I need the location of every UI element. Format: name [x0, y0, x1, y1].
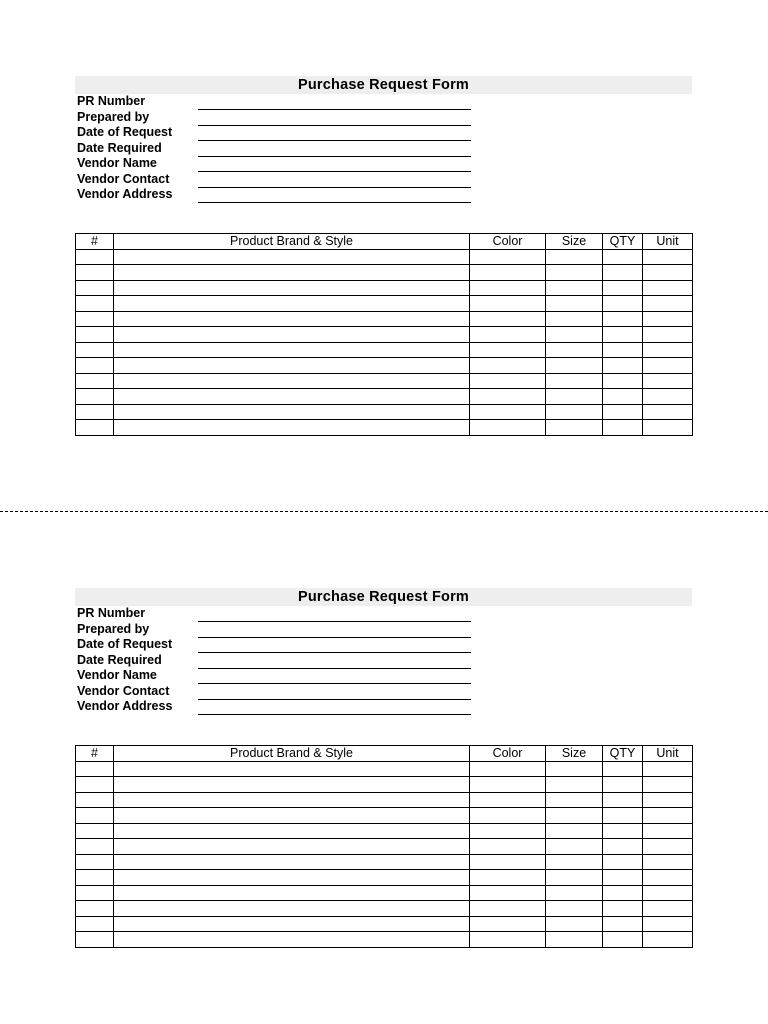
cell-number[interactable]: [76, 358, 114, 374]
cell-product[interactable]: [114, 249, 470, 265]
cell-unit[interactable]: [643, 916, 693, 932]
table-row: [76, 311, 693, 327]
cell-product[interactable]: [114, 839, 470, 855]
vendor-name-label: Vendor Name: [77, 156, 157, 170]
cell-product[interactable]: [114, 311, 470, 327]
cell-qty[interactable]: [603, 420, 643, 436]
col-header-number: #: [76, 234, 114, 250]
cell-qty[interactable]: [603, 296, 643, 312]
table-row: [76, 839, 693, 855]
cell-unit[interactable]: [643, 777, 693, 793]
cell-size[interactable]: [546, 296, 603, 312]
date-required-label: Date Required: [77, 652, 162, 667]
cell-size[interactable]: [546, 404, 603, 420]
pr-number-field[interactable]: [77, 94, 471, 109]
cell-unit[interactable]: [643, 823, 693, 839]
cell-number[interactable]: [76, 373, 114, 389]
cell-qty[interactable]: [603, 761, 643, 777]
table-row: [76, 373, 693, 389]
cell-size[interactable]: [546, 808, 603, 824]
cell-product[interactable]: [114, 916, 470, 932]
table-row: [76, 389, 693, 405]
table-row: [76, 901, 693, 917]
cell-product[interactable]: [114, 792, 470, 808]
cell-unit[interactable]: [643, 901, 693, 917]
col-header-qty: QTY: [603, 234, 643, 250]
cell-number[interactable]: [76, 870, 114, 886]
items-table: [75, 745, 693, 948]
pr-number-field[interactable]: [77, 606, 471, 621]
cell-number[interactable]: [76, 916, 114, 932]
cell-qty[interactable]: [603, 311, 643, 327]
date-required-field[interactable]: [77, 653, 471, 668]
vendor-address-field[interactable]: [77, 187, 471, 202]
cell-qty[interactable]: [603, 265, 643, 281]
vendor-name-field[interactable]: [77, 668, 471, 683]
vendor-name-label: Vendor Name: [77, 668, 157, 682]
form-fields: [75, 94, 692, 214]
form-title-bar: [75, 588, 692, 606]
cell-unit[interactable]: [643, 265, 693, 281]
table-row: [76, 916, 693, 932]
cell-size[interactable]: [546, 342, 603, 358]
cell-color[interactable]: [470, 296, 546, 312]
table-row: [76, 808, 693, 824]
table-row: [76, 404, 693, 420]
form-fields: [75, 606, 692, 726]
vendor-contact-label: Vendor Contact: [77, 171, 170, 186]
form-title-bar: [75, 76, 692, 94]
vendor-address-line[interactable]: [198, 714, 471, 715]
cell-color[interactable]: [470, 792, 546, 808]
col-header-size: Size: [546, 234, 603, 250]
cell-qty[interactable]: [603, 870, 643, 886]
cell-color[interactable]: [470, 808, 546, 824]
cell-size[interactable]: [546, 373, 603, 389]
cell-color[interactable]: [470, 389, 546, 405]
cell-number[interactable]: [76, 777, 114, 793]
prepared-by-label: Prepared by: [77, 109, 150, 124]
cut-line-separator: [0, 511, 768, 512]
cell-number[interactable]: [76, 420, 114, 436]
cell-unit[interactable]: [643, 792, 693, 808]
cell-product[interactable]: [114, 389, 470, 405]
cell-number[interactable]: [76, 932, 114, 948]
cell-color[interactable]: [470, 901, 546, 917]
cell-product[interactable]: [114, 761, 470, 777]
table-row: [76, 792, 693, 808]
cell-unit[interactable]: [643, 420, 693, 436]
cell-size[interactable]: [546, 777, 603, 793]
cell-unit[interactable]: [643, 249, 693, 265]
prepared-by-field[interactable]: [77, 622, 471, 637]
cell-product[interactable]: [114, 823, 470, 839]
cell-number[interactable]: [76, 808, 114, 824]
cell-color[interactable]: [470, 777, 546, 793]
table-row: [76, 296, 693, 312]
cell-number[interactable]: [76, 854, 114, 870]
table-row: [76, 420, 693, 436]
cell-qty[interactable]: [603, 932, 643, 948]
vendor-name-field[interactable]: [77, 156, 471, 171]
cell-color[interactable]: [470, 870, 546, 886]
cell-unit[interactable]: [643, 870, 693, 886]
cell-color[interactable]: [470, 823, 546, 839]
cell-color[interactable]: [470, 839, 546, 855]
cell-product[interactable]: [114, 327, 470, 343]
cell-unit[interactable]: [643, 296, 693, 312]
cell-number[interactable]: [76, 901, 114, 917]
cell-size[interactable]: [546, 761, 603, 777]
cell-color[interactable]: [470, 916, 546, 932]
table-row: [76, 854, 693, 870]
cell-number[interactable]: [76, 885, 114, 901]
cell-product[interactable]: [114, 870, 470, 886]
cell-unit[interactable]: [643, 342, 693, 358]
cell-color[interactable]: [470, 885, 546, 901]
cell-unit[interactable]: [643, 885, 693, 901]
cell-unit[interactable]: [643, 373, 693, 389]
cell-size[interactable]: [546, 854, 603, 870]
cell-size[interactable]: [546, 311, 603, 327]
cell-qty[interactable]: [603, 389, 643, 405]
cell-size[interactable]: [546, 901, 603, 917]
cell-unit[interactable]: [643, 311, 693, 327]
cell-unit[interactable]: [643, 280, 693, 296]
cell-color[interactable]: [470, 420, 546, 436]
vendor-contact-label: Vendor Contact: [77, 683, 170, 698]
cell-product[interactable]: [114, 808, 470, 824]
col-header-unit: Unit: [643, 746, 693, 762]
cell-size[interactable]: [546, 265, 603, 281]
cell-color[interactable]: [470, 854, 546, 870]
purchase-request-form-1: [75, 76, 692, 249]
cell-unit[interactable]: [643, 761, 693, 777]
vendor-contact-field[interactable]: [77, 172, 471, 187]
cell-size[interactable]: [546, 327, 603, 343]
cell-unit[interactable]: [643, 854, 693, 870]
cell-qty[interactable]: [603, 358, 643, 374]
date-of-request-field[interactable]: [77, 125, 471, 140]
cell-qty[interactable]: [603, 901, 643, 917]
date-required-field[interactable]: [77, 141, 471, 156]
vendor-address-line[interactable]: [198, 202, 471, 203]
col-header-color: Color: [470, 234, 546, 250]
cell-qty[interactable]: [603, 823, 643, 839]
cell-color[interactable]: [470, 249, 546, 265]
cell-product[interactable]: [114, 932, 470, 948]
purchase-request-form-2: [75, 588, 692, 761]
col-header-product: Product Brand & Style: [114, 746, 470, 762]
cell-qty[interactable]: [603, 342, 643, 358]
cell-number[interactable]: [76, 761, 114, 777]
pr-number-label: PR Number: [77, 606, 146, 620]
cell-qty[interactable]: [603, 839, 643, 855]
table-row: [76, 327, 693, 343]
cell-qty[interactable]: [603, 792, 643, 808]
cell-qty[interactable]: [603, 280, 643, 296]
table-row: [76, 932, 693, 948]
cell-product[interactable]: [114, 854, 470, 870]
cell-number[interactable]: [76, 265, 114, 281]
cell-product[interactable]: [114, 373, 470, 389]
cell-product[interactable]: [114, 901, 470, 917]
cell-qty[interactable]: [603, 885, 643, 901]
cell-color[interactable]: [470, 280, 546, 296]
cell-qty[interactable]: [603, 777, 643, 793]
cell-size[interactable]: [546, 823, 603, 839]
col-header-unit: Unit: [643, 234, 693, 250]
cell-number[interactable]: [76, 792, 114, 808]
table-row: [76, 280, 693, 296]
cell-unit[interactable]: [643, 932, 693, 948]
form-title: Purchase Request Form: [298, 77, 469, 93]
cell-product[interactable]: [114, 358, 470, 374]
cell-number[interactable]: [76, 311, 114, 327]
vendor-address-field[interactable]: [77, 699, 471, 714]
cell-product[interactable]: [114, 342, 470, 358]
col-header-number: #: [76, 746, 114, 762]
vendor-address-label: Vendor Address: [77, 699, 173, 713]
cell-color[interactable]: [470, 373, 546, 389]
cell-size[interactable]: [546, 885, 603, 901]
date-of-request-label: Date of Request: [77, 637, 173, 651]
cell-size[interactable]: [546, 420, 603, 436]
cell-number[interactable]: [76, 342, 114, 358]
cell-unit[interactable]: [643, 327, 693, 343]
cell-number[interactable]: [76, 327, 114, 343]
cell-size[interactable]: [546, 280, 603, 296]
cell-qty[interactable]: [603, 404, 643, 420]
table-row: [76, 885, 693, 901]
col-header-qty: QTY: [603, 746, 643, 762]
cell-unit[interactable]: [643, 808, 693, 824]
col-header-color: Color: [470, 746, 546, 762]
table-row: [76, 249, 693, 265]
table-row: [76, 823, 693, 839]
vendor-contact-field[interactable]: [77, 684, 471, 699]
cell-color[interactable]: [470, 342, 546, 358]
cell-unit[interactable]: [643, 404, 693, 420]
cell-color[interactable]: [470, 932, 546, 948]
table-row: [76, 777, 693, 793]
table-header-row: [76, 746, 693, 762]
date-of-request-field[interactable]: [77, 637, 471, 652]
table-row: [76, 870, 693, 886]
cell-size[interactable]: [546, 932, 603, 948]
cell-number[interactable]: [76, 296, 114, 312]
cell-size[interactable]: [546, 839, 603, 855]
cell-qty[interactable]: [603, 854, 643, 870]
cell-unit[interactable]: [643, 389, 693, 405]
cell-product[interactable]: [114, 885, 470, 901]
cell-product[interactable]: [114, 777, 470, 793]
pr-number-label: PR Number: [77, 94, 146, 108]
cell-color[interactable]: [470, 358, 546, 374]
cell-number[interactable]: [76, 280, 114, 296]
cell-number[interactable]: [76, 823, 114, 839]
cell-color[interactable]: [470, 327, 546, 343]
table-row: [76, 265, 693, 281]
cell-number[interactable]: [76, 404, 114, 420]
prepared-by-label: Prepared by: [77, 621, 150, 636]
cell-number[interactable]: [76, 839, 114, 855]
cell-color[interactable]: [470, 311, 546, 327]
cell-size[interactable]: [546, 916, 603, 932]
cell-product[interactable]: [114, 404, 470, 420]
form-title: Purchase Request Form: [298, 589, 469, 605]
cell-qty[interactable]: [603, 808, 643, 824]
prepared-by-field[interactable]: [77, 110, 471, 125]
cell-size[interactable]: [546, 792, 603, 808]
cell-product[interactable]: [114, 280, 470, 296]
cell-color[interactable]: [470, 761, 546, 777]
date-of-request-label: Date of Request: [77, 125, 173, 139]
cell-qty[interactable]: [603, 249, 643, 265]
cell-color[interactable]: [470, 265, 546, 281]
cell-size[interactable]: [546, 870, 603, 886]
cell-product[interactable]: [114, 420, 470, 436]
cell-qty[interactable]: [603, 327, 643, 343]
cell-number[interactable]: [76, 389, 114, 405]
col-header-size: Size: [546, 746, 603, 762]
cell-color[interactable]: [470, 404, 546, 420]
cell-unit[interactable]: [643, 358, 693, 374]
cell-product[interactable]: [114, 265, 470, 281]
cell-number[interactable]: [76, 249, 114, 265]
cell-qty[interactable]: [603, 916, 643, 932]
table-row: [76, 761, 693, 777]
items-table: [75, 233, 693, 436]
vendor-address-label: Vendor Address: [77, 187, 173, 201]
cell-size[interactable]: [546, 249, 603, 265]
date-required-label: Date Required: [77, 140, 162, 155]
cell-product[interactable]: [114, 296, 470, 312]
cell-size[interactable]: [546, 389, 603, 405]
cell-qty[interactable]: [603, 373, 643, 389]
cell-size[interactable]: [546, 358, 603, 374]
table-row: [76, 342, 693, 358]
table-row: [76, 358, 693, 374]
cell-unit[interactable]: [643, 839, 693, 855]
col-header-product: Product Brand & Style: [114, 234, 470, 250]
table-header-row: [76, 234, 693, 250]
